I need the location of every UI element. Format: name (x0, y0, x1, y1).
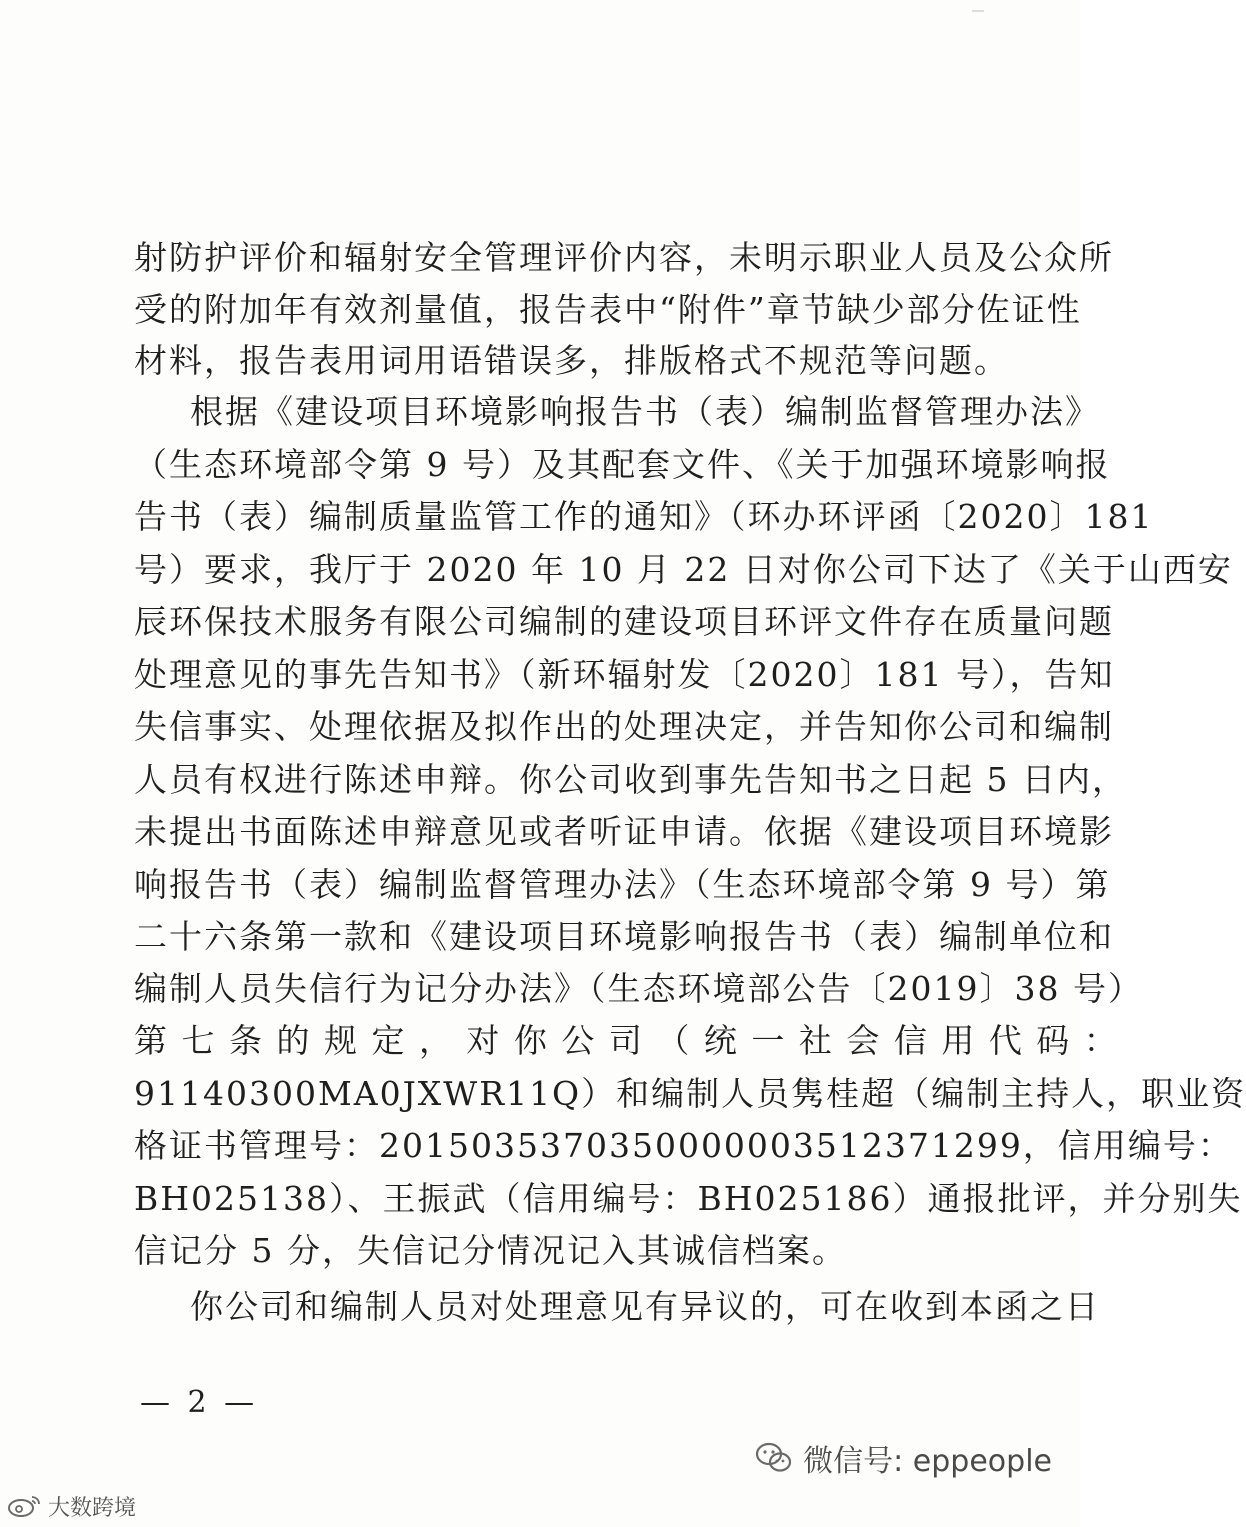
body-line: 受的附加年有效剂量值，报告表中“附件”章节缺少部分佐证性 (134, 290, 1082, 329)
paragraph-start-line: 你公司和编制人员对处理意见有异议的，可在收到本函之日 (190, 1287, 1100, 1326)
body-line: 91140300MA0JXWR11Q）和编制人员隽桂超（编制主持人，职业资 (134, 1074, 1246, 1113)
body-line: 编制人员失信行为记分办法》（生态环境部公告〔2019〕38 号） (134, 969, 1143, 1008)
body-line: 响报告书（表）编制监督管理办法》（生态环境部令第 9 号）第 (134, 865, 1111, 904)
body-line: 二十六条第一款和《建设项目环境影响报告书（表）编制单位和 (134, 917, 1114, 956)
body-line: （生态环境部令第 9 号）及其配套文件、《关于加强环境影响报 (134, 445, 1111, 484)
wechat-icon (755, 1442, 793, 1474)
body-line: 告书（表）编制质量监管工作的通知》（环办环评函〔2020〕181 (134, 497, 1154, 536)
wechat-id-text: 微信号: eppeople (803, 1444, 1052, 1479)
body-line: 第 七 条 的 规 定 ， 对 你 公 司 （ 统 一 社 会 信 用 代 码 ： (134, 1021, 1119, 1060)
weibo-icon (6, 1493, 42, 1519)
scan-mark (972, 10, 984, 22)
body-line: 射防护评价和辐射安全管理评价内容，未明示职业人员及公众所 (134, 238, 1114, 277)
wechat-watermark (755, 1438, 1052, 1478)
body-line: 未提出书面陈述申辩意见或者听证申请。依据《建设项目环境影 (134, 812, 1114, 851)
body-line: 人员有权进行陈述申辩。你公司收到事先告知书之日起 5 日内， (134, 760, 1127, 799)
body-line: 信记分 5 分，失信记分情况记入其诚信档案。 (134, 1231, 847, 1270)
paragraph-start-line: 根据《建设项目环境影响报告书（表）编制监督管理办法》 (190, 392, 1100, 431)
body-line: 号）要求，我厅于 2020 年 10 月 22 日对你公司下达了《关于山西安 (134, 550, 1233, 589)
body-line: 辰环保技术服务有限公司编制的建设项目环评文件存在质量问题 (134, 602, 1114, 641)
body-line: 材料，报告表用词用语错误多，排版格式不规范等问题。 (134, 341, 1009, 380)
body-line: 失信事实、处理依据及拟作出的处理决定，并告知你公司和编制 (134, 707, 1114, 746)
body-line: 格证书管理号：2015035370350000003512371299，信用编号： (134, 1126, 1233, 1165)
body-line: 处理意见的事先告知书》（新环辐射发〔2020〕181 号），告知 (134, 655, 1115, 694)
body-line: BH025138）、王振武（信用编号：BH025186）通报批评，并分别失 (134, 1179, 1243, 1218)
weibo-account-text: 大数跨境 (48, 1495, 137, 1521)
weibo-watermark (6, 1490, 136, 1522)
page-number: — 2 — (140, 1385, 259, 1420)
